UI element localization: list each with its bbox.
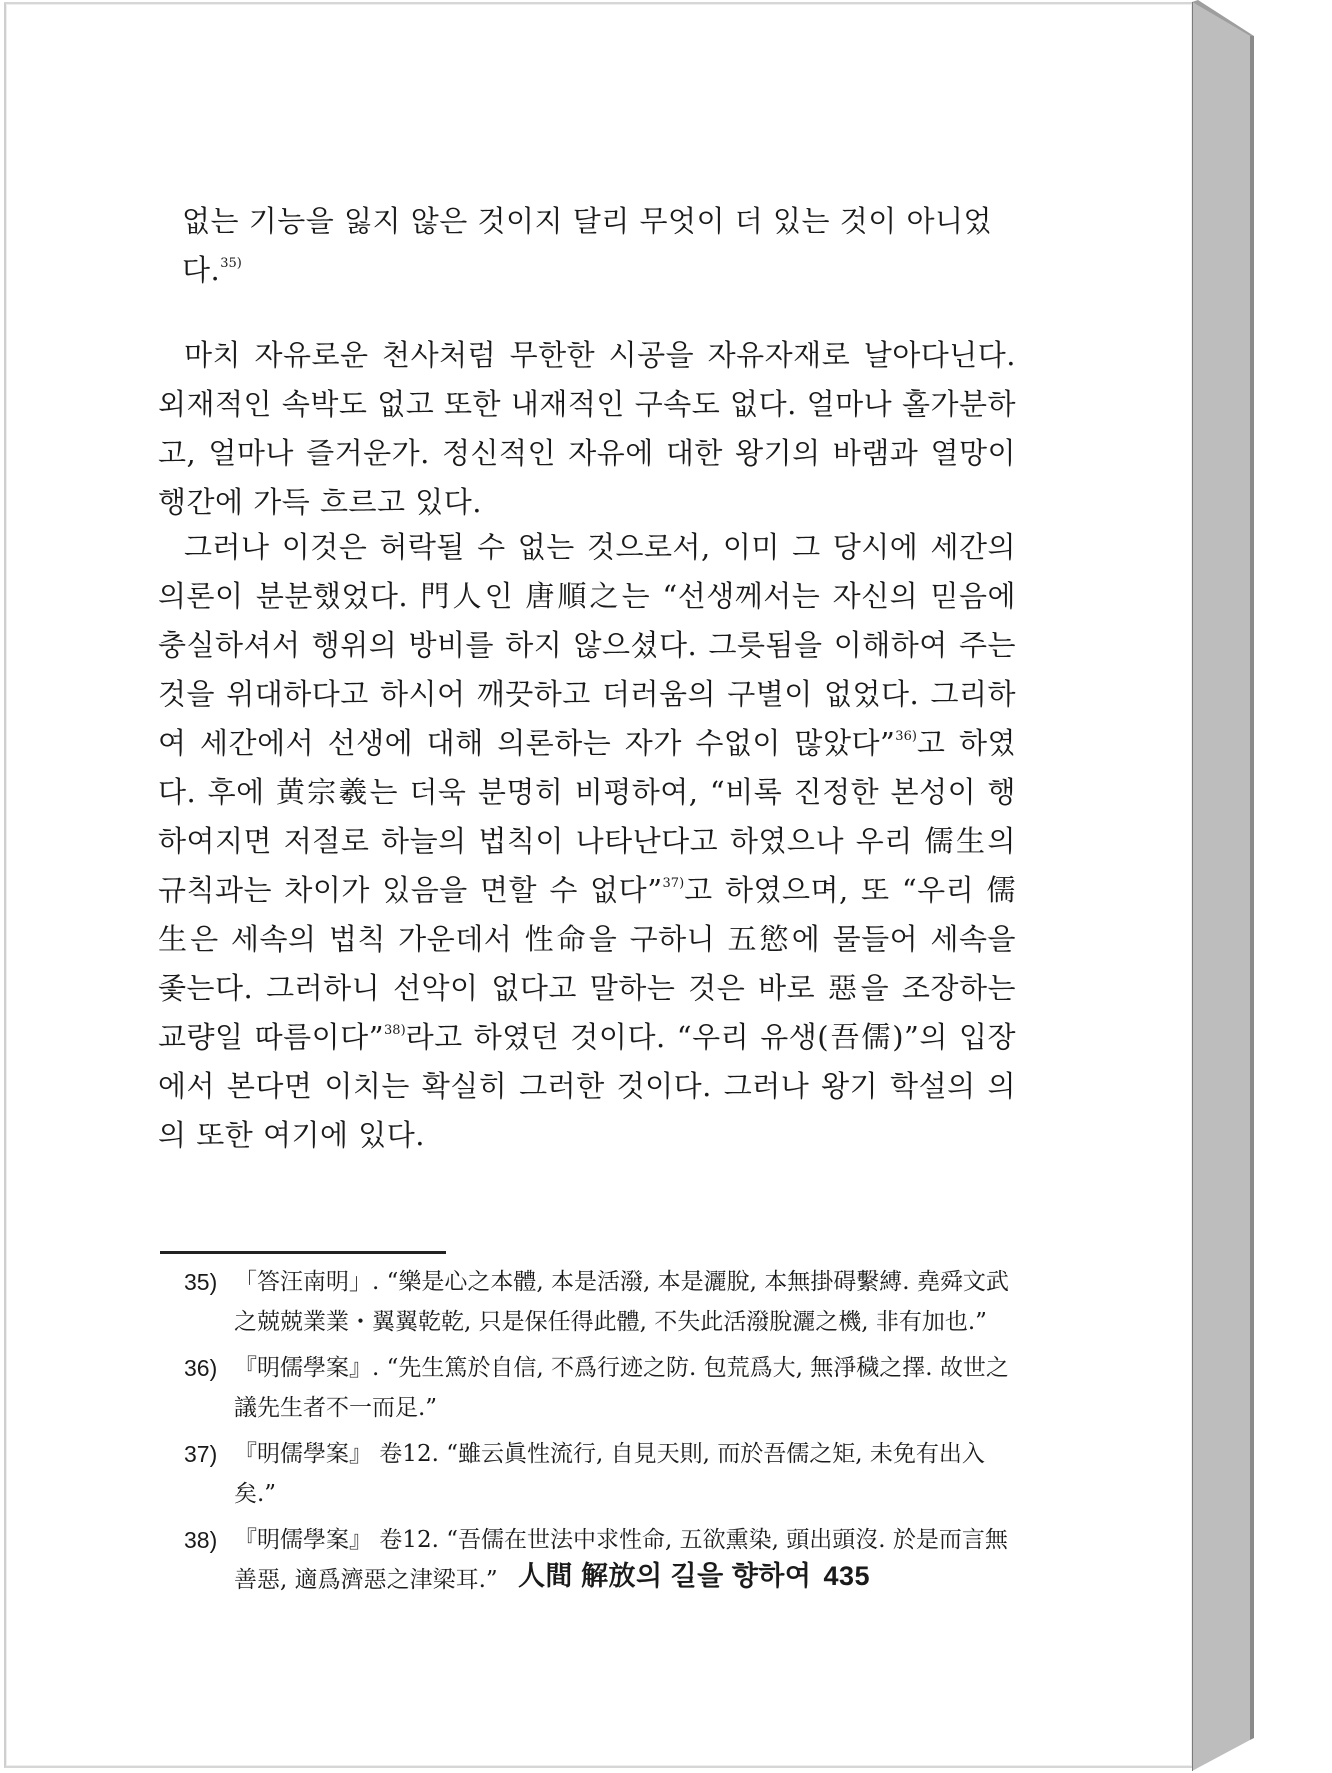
body-paragraph-2-text xyxy=(158,523,1016,1160)
continued-line-1: 없는 기능을 잃지 않은 것이지 달리 무엇이 더 있는 것이 아니었 xyxy=(182,204,993,238)
footnote-number: 35) xyxy=(184,1269,218,1295)
footnote-number: 36) xyxy=(184,1355,218,1381)
body-paragraph-1-text: 마치 자유로운 천사처럼 무한한 시공을 자유자재로 날아다닌다. 외재적인 속박도 없고 또한 내재적인 구속도 없다. 얼마나 홀가분하고, 얼마나 즐거운가. 정신적인 자유에 대한 왕기의 바램과 열망이 행간에 가득 흐르고 있다. xyxy=(158,338,1016,519)
paragraph-2-part-1: 그러나 이것은 허락될 수 없는 것으로서, 이미 그 당시에 세간의 의론이 분분했었다. 門人인 唐順之는 “선생께서는 자신의 믿음에 충실하셔서 행위의 방비를 하지 않으셨다. 그릇됨을 이해하여 주는 것을 위대하다고 하시어 깨끗하고 더러움의 구별이 없었다. 그리하여 세간에서 선생에 대해 의론하는 자가 수없이 많았다” xyxy=(158,530,1016,760)
footnote-35 xyxy=(184,1262,1016,1342)
footnote-number: 38) xyxy=(184,1527,218,1553)
page-number: 435 xyxy=(823,1561,870,1591)
page xyxy=(4,2,1192,1768)
paragraph-2-part-2: 고 하였다. 후에 黄宗羲는 더욱 분명히 비평하여, “비록 진정한 본성이 행하여지면 저절로 하늘의 법칙이 나타난다고 하였으나 우리 儒生의 규칙과는 차이가 있음을 면할 수 없다” xyxy=(158,726,1016,907)
footnote-text: 『明儒學案』 卷12. “吾儒在世法中求性命, 五欲熏染, 頭出頭沒. 於是而言無善惡, 適爲濟惡之津梁耳.” xyxy=(234,1527,1008,1593)
paragraph-2-part-3: 고 하였으며, 또 “우리 儒生은 세속의 법칙 가운데서 性命을 구하니 五慾에 물들어 세속을 좇는다. 그러하니 선악이 없다고 말하는 것은 바로 惡을 조장하는 교량일 따름이다” xyxy=(158,873,1016,1054)
running-footer xyxy=(518,1554,870,1593)
body-paragraph-1 xyxy=(158,331,1016,527)
continued-line-2-text: 다. xyxy=(182,253,221,287)
body-paragraph-2 xyxy=(158,523,1016,1160)
continued-line-2 xyxy=(182,246,1016,295)
page-stack-edge xyxy=(1192,0,1262,1773)
footnote-text: 「答汪南明」. “樂是心之本體, 本是活潑, 本是灑脫, 本無掛碍繫縛. 堯舜文武之兢兢業業・翼翼乾乾, 只是保任得此體, 不失此活潑脫灑之機, 非有加也.” xyxy=(234,1269,1009,1335)
footnote-ref-38[interactable]: 38) xyxy=(384,1023,406,1038)
footnote-separator xyxy=(160,1251,446,1254)
footnote-ref-36[interactable]: 36) xyxy=(895,729,917,744)
footnote-37 xyxy=(184,1434,1016,1514)
footnote-36 xyxy=(184,1348,1016,1428)
footnote-text: 『明儒學案』 卷12. “雖云眞性流行, 自見天則, 而於吾儒之矩, 未免有出入矣.” xyxy=(234,1441,985,1507)
footnote-ref-37[interactable]: 37) xyxy=(662,876,685,891)
footnote-number: 37) xyxy=(184,1441,218,1467)
footnote-ref-35[interactable]: 35) xyxy=(220,256,242,271)
running-footer-title: 人間 解放의 길을 향하여 xyxy=(517,1561,812,1591)
paragraph-2-part-4: 라고 하였던 것이다. “우리 유생(吾儒)”의 입장에서 본다면 이치는 확실히 그러한 것이다. 그러나 왕기 학설의 의의 또한 여기에 있다. xyxy=(158,1020,1016,1152)
footnote-text: 『明儒學案』. “先生篤於自信, 不爲行迹之防. 包荒爲大, 無淨穢之擇. 故世之議先生者不一而足.” xyxy=(234,1355,1009,1421)
continued-paragraph xyxy=(182,197,1016,295)
